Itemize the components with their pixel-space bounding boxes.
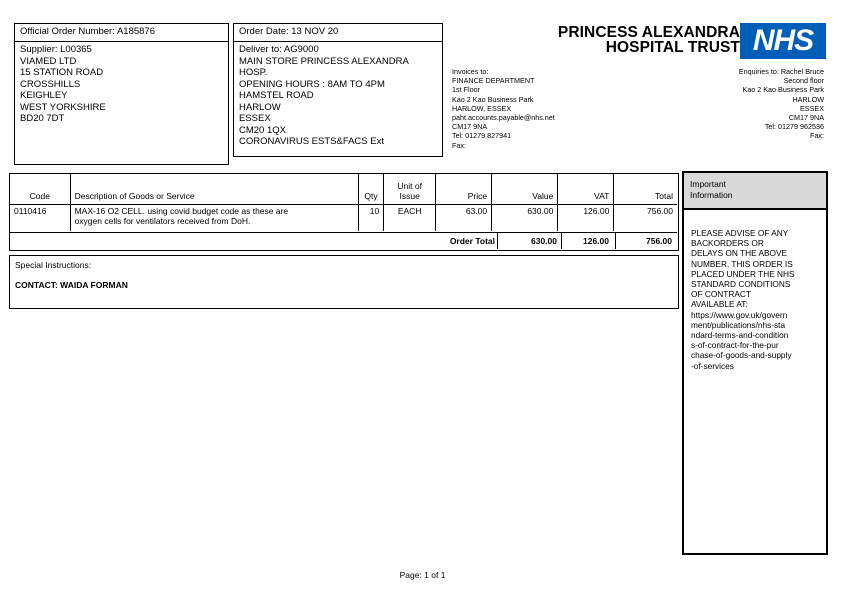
delivery-line: CM20 1QX — [239, 124, 286, 136]
delivery-line: ESSEX — [239, 113, 271, 124]
enquiry-line: CM17 9NA — [788, 113, 824, 123]
info-link-line[interactable]: https://www.gov.uk/govern — [691, 309, 788, 320]
delivery-line: HAMSTEL ROAD — [239, 90, 314, 101]
invoice-line: FINANCE DEPARTMENT — [452, 76, 535, 86]
delivery-line: HARLOW — [239, 101, 281, 113]
enquiry-line: Fax: — [810, 131, 824, 141]
col-header-total: Total — [614, 174, 677, 205]
supplier-line: Supplier: L00365 — [20, 44, 92, 55]
supplier-line: CROSSHILLS — [20, 78, 81, 90]
col-header-unit-line: Unit of — [397, 181, 422, 191]
info-link-line[interactable]: ment/publications/nhs-sta — [691, 319, 786, 330]
supplier-line: WEST YORKSHIRE — [20, 101, 106, 113]
col-header-price: Price — [436, 174, 492, 205]
invoice-line: Fax: — [452, 140, 466, 150]
info-link-line[interactable]: ndard-terms-and-condition — [691, 330, 789, 341]
enquiry-line: HARLOW — [792, 94, 824, 104]
delivery-line: CORONAVIRUS ESTS&FACS Ext — [239, 136, 384, 147]
enquiries-address — [739, 67, 824, 141]
col-header-vat: VAT — [558, 174, 614, 205]
total-divider — [497, 232, 498, 249]
important-info-box — [682, 171, 828, 555]
cell-total: 756.00 — [647, 206, 673, 216]
info-line: PLACED UNDER THE NHS — [691, 268, 795, 279]
info-line: BACKORDERS OR — [691, 238, 764, 249]
total-divider — [561, 232, 562, 249]
col-header-unit — [384, 174, 436, 205]
info-line: OF CONTRACT — [691, 289, 751, 300]
cell-unit: EACH — [384, 205, 436, 232]
order-supplier-box — [14, 23, 229, 165]
supplier-line: BD20 7DT — [20, 113, 65, 124]
special-instructions-value: CONTACT: WAIDA FORMAN — [15, 280, 128, 290]
enquiry-line: Kao 2 Kao Business Park — [742, 85, 824, 95]
col-header-unit-line: Issue — [399, 191, 420, 201]
special-instructions-label: Special Instructions: — [15, 260, 92, 270]
col-header-qty: Qty — [358, 174, 383, 205]
info-line: NUMBER. THIS ORDER IS — [691, 258, 793, 269]
invoice-line: CM17 9NA — [452, 122, 488, 132]
order-total-total: 756.00 — [646, 236, 672, 246]
important-info-text — [684, 210, 826, 371]
supplier-line: 15 STATION ROAD — [20, 67, 104, 78]
info-link-line[interactable]: chase-of-goods-and-supply — [691, 350, 792, 361]
delivery-line: MAIN STORE PRINCESS ALEXANDRA — [239, 55, 409, 67]
cell-price: 63.00 — [436, 205, 492, 232]
order-total-row — [10, 232, 677, 250]
supplier-line: KEIGHLEY — [20, 90, 68, 101]
cell-value: 630.00 — [492, 205, 558, 232]
cell-code: 0110416 — [10, 205, 70, 232]
col-header-code: Code — [10, 174, 70, 205]
description-line: oxygen cells for ventilators received from DoH. — [74, 216, 251, 226]
col-header-value: Value — [492, 174, 558, 205]
delivery-box — [233, 23, 443, 157]
order-items-table — [9, 173, 679, 251]
invoice-line: 1st Floor — [452, 85, 480, 95]
info-line: STANDARD CONDITIONS — [691, 279, 791, 290]
invoice-address — [452, 67, 555, 150]
enquiry-line: Tel: 01279 962536 — [764, 122, 824, 132]
enquiry-line: Second floor — [783, 76, 824, 86]
enquiry-line: Enquiries to: Rachel Bruce — [738, 67, 824, 76]
info-link-line[interactable]: -of-services — [691, 360, 734, 371]
invoice-line: Tel: 01279 827941 — [452, 131, 512, 141]
delivery-line: HOSP. — [239, 67, 268, 78]
delivery-line: Deliver to: AG9000 — [239, 44, 319, 55]
order-total-label: Order Total — [449, 236, 495, 246]
invoice-line: Invoices to: — [452, 67, 489, 76]
delivery-line: OPENING HOURS : 8AM TO 4PM — [239, 78, 385, 90]
info-line: DELAYS ON THE ABOVE — [691, 248, 788, 259]
invoice-email[interactable]: paht.accounts.payable@nhs.net — [452, 113, 555, 123]
order-total-vat: 126.00 — [583, 236, 609, 246]
table-row — [10, 205, 677, 232]
col-header-description: Description of Goods or Service — [70, 174, 358, 205]
cell-description — [70, 205, 358, 232]
important-info-title-line: Important — [690, 179, 726, 189]
order-number: Official Order Number: A185876 — [15, 24, 228, 42]
cell-qty: 10 — [358, 205, 383, 232]
info-line: AVAILABLE AT: — [691, 299, 748, 310]
nhs-logo: NHS — [740, 23, 826, 59]
cell-vat: 126.00 — [558, 205, 614, 232]
delivery-address — [234, 42, 442, 150]
order-date: Order Date: 13 NOV 20 — [234, 24, 442, 42]
trust-name-line: PRINCESS ALEXANDRA — [557, 24, 740, 41]
description-line: MAX-16 O2 CELL. using covid budget code as these are — [74, 206, 289, 216]
info-link-line[interactable]: s-of-contract-for-the-pur — [691, 340, 779, 351]
page-number: Page: 1 of 1 — [399, 570, 446, 580]
info-line: PLEASE ADVISE OF ANY — [691, 228, 789, 238]
total-divider — [615, 232, 616, 249]
table-header-row — [10, 174, 677, 205]
important-info-title-line: Information — [690, 189, 733, 200]
trust-name — [558, 25, 740, 55]
special-instructions-box — [9, 255, 679, 309]
trust-name-line: HOSPITAL TRUST — [605, 39, 740, 56]
supplier-address — [15, 42, 228, 127]
important-info-title — [684, 173, 826, 210]
supplier-line: VIAMED LTD — [20, 55, 77, 67]
invoice-line: HARLOW, ESSEX — [452, 103, 512, 113]
order-total-value: 630.00 — [531, 236, 557, 246]
enquiry-line: ESSEX — [800, 103, 824, 113]
invoice-line: Kao 2 Kao Business Park — [452, 94, 534, 104]
